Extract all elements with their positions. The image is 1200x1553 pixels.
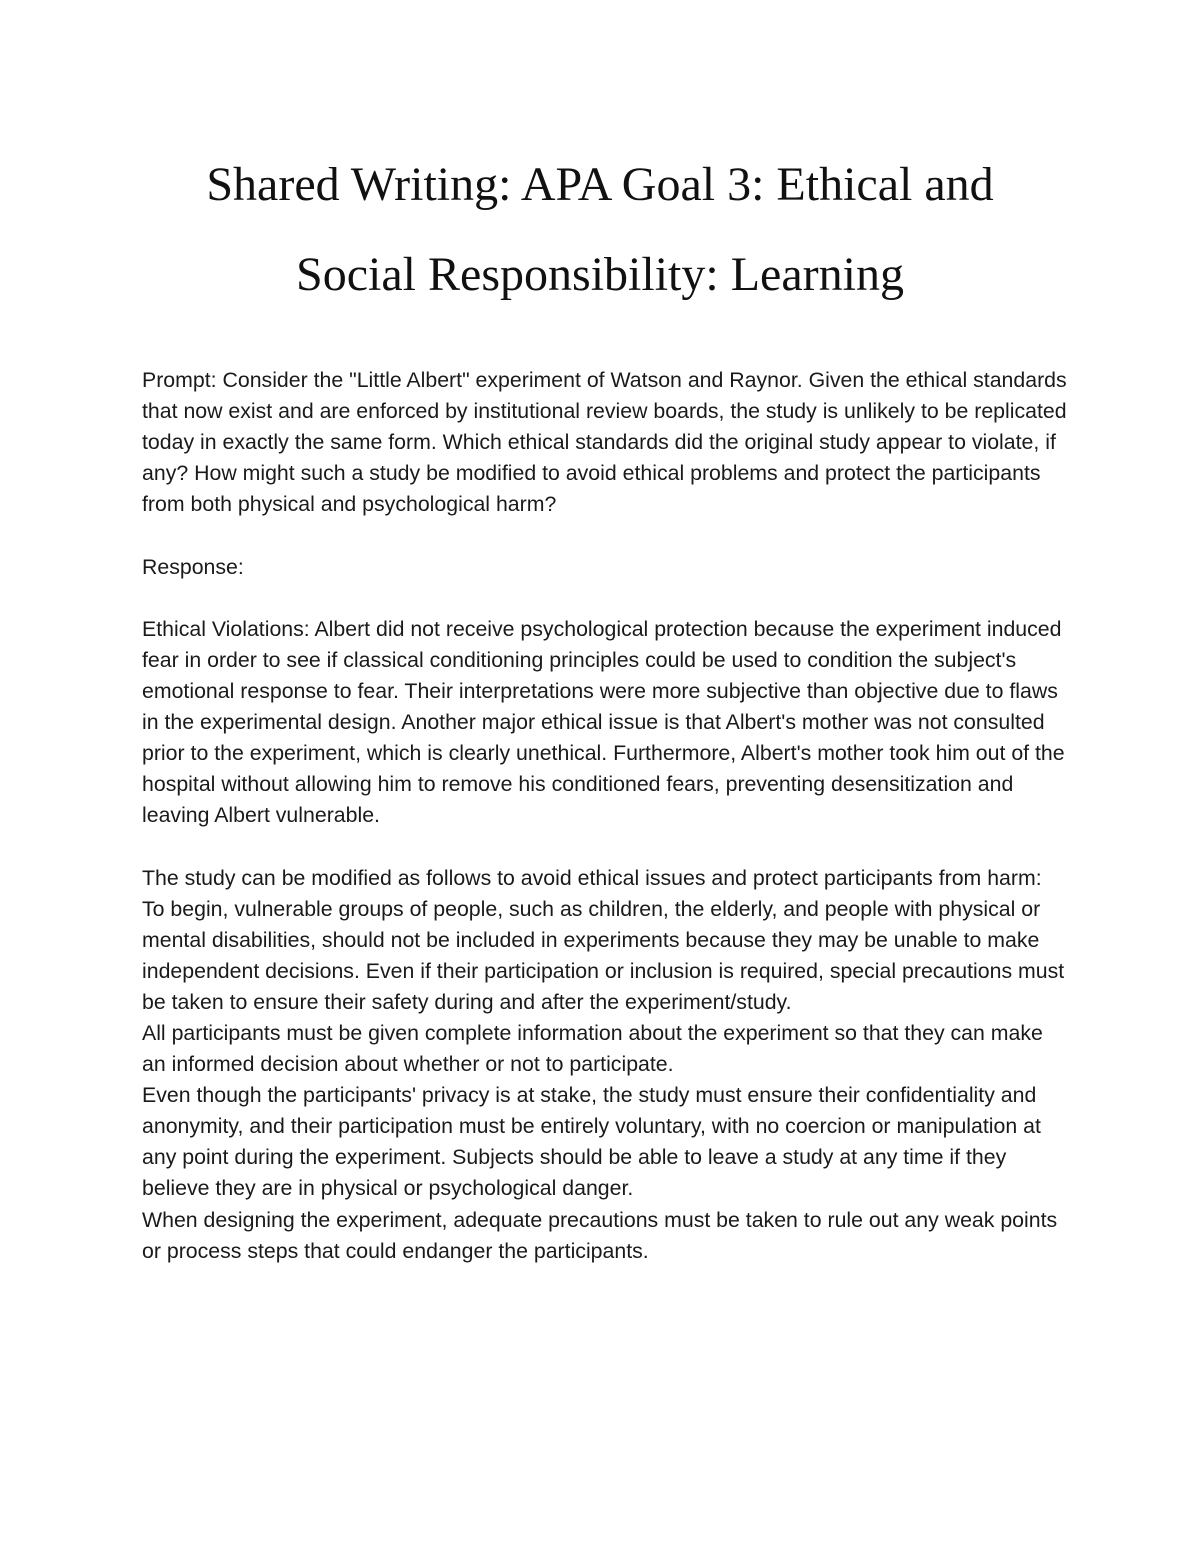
prompt-label: Prompt: <box>142 368 217 392</box>
document-body <box>142 365 1067 1267</box>
document-title <box>100 140 1100 320</box>
modification-point-2: All participants must be given complete information about the experiment so that they can make an informed decision about whether or not to participate. <box>142 1020 1043 1077</box>
violations-paragraph: Ethical Violations: Albert did not receive psychological protection because the experiment induced fear in order to see if classical conditioning principles could be used to condition the subject's emotional response to fear. Their interpretations were more subjective than objective due to flaws in the experimental design. Another major ethical issue is that Albert's mother was not consulted prior to the experiment, which is clearly unethical. Furthermore, Albert's mother took him out of the hospital without allowing him to remove his conditioned fears, preventing desensitization and leaving Albert vulnerable. <box>142 616 1065 828</box>
modification-point-4: When designing the experiment, adequate precautions must be taken to rule out any weak points or process steps that could endanger the participants. <box>142 1207 1058 1263</box>
response-label: Response: <box>142 554 244 579</box>
title-line-2: Social Responsibility: Learning <box>296 248 904 301</box>
modification-intro: The study can be modified as follows to avoid ethical issues and protect participants from harm: <box>142 865 1042 890</box>
title-line-1: Shared Writing: APA Goal 3: Ethical and <box>206 158 994 211</box>
modification-point-3: Even though the participants' privacy is at stake, the study must ensure their confidentiality and anonymity, and their participation must be entirely voluntary, with no coercion or manipulation at any point during the experiment. Subjects should be able to leave a study at any time if they believe they are in physical or psychological danger. <box>142 1083 1041 1201</box>
paragraph-gap <box>142 520 1067 551</box>
prompt-text: Consider the "Little Albert" experiment of Watson and Raynor. Given the ethical standards that now exist and are enforced by institutional review boards, the study is unlikely to be replicated today in exactly the same form. Which ethical standards did the original study appear to violate, if any? How might such a study be modified to avoid ethical problems and protect the participants from both physical and psychological harm? <box>142 368 1067 517</box>
paragraph-gap <box>142 831 1067 862</box>
prompt-paragraph <box>142 365 1067 520</box>
paragraph-gap <box>142 583 1067 614</box>
modification-point-1: To begin, vulnerable groups of people, such as children, the elderly, and people with physical or mental disabilities, should not be included in experiments because they may be unable to make independent decisions. Even if their participation or inclusion is required, special precautions must be taken to ensure their safety during and after the experiment/study. <box>142 896 1065 1014</box>
